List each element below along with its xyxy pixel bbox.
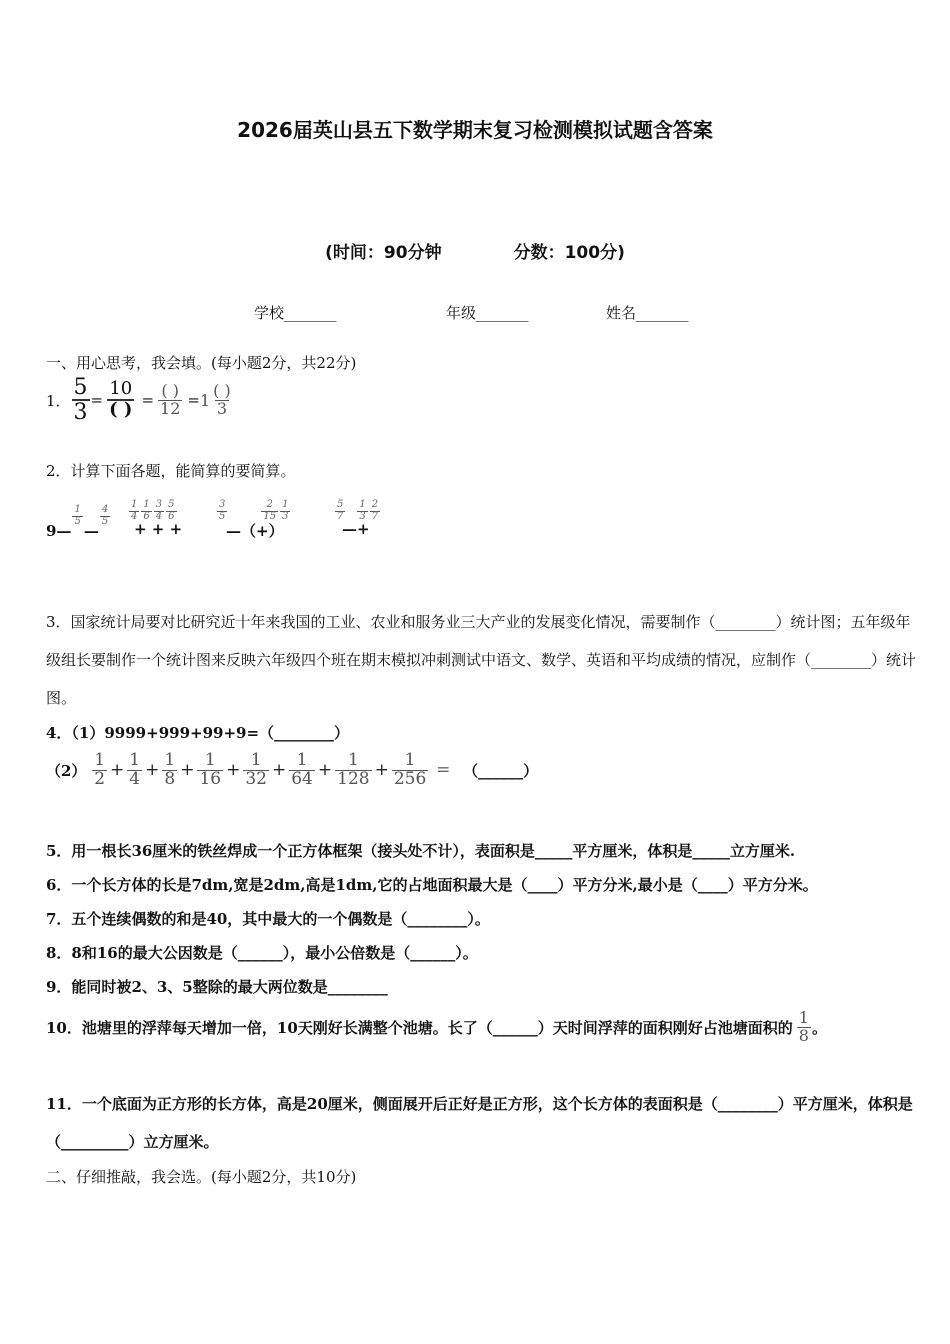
q2-expression-4: $\frac{5}{7}$ $\frac{1}{3}$ $\frac{2}{7}$ —+ [337, 499, 379, 538]
plus-sign: + [374, 760, 389, 781]
q1-fraction-2: $\frac{10}{( )}$ [109, 378, 133, 421]
question-4-part-2: （2） $\frac{1}{2}$ + $\frac{1}{4}$ + $\frac{1}{8}$ + $\frac{1}{16}$ + $\frac{1}{32}$ + $\frac{1}{64}$ + $\frac{1}{128}$ + $\frac{1}{256}$ = （______） [46, 750, 539, 789]
section2-header: 二、仔细推敲，我会选。(每小题2分，共10分) [46, 1168, 357, 1186]
q2-expression-1: 9— $\frac{1}{5}$ — $\frac{4}{5}$ [46, 504, 109, 540]
page-title: 2026届英山县五下数学期末复习检测模拟试题含答案 [237, 118, 713, 142]
plus-sign: + [226, 760, 241, 781]
q4-fraction [243, 752, 269, 789]
equals-sign: = [141, 391, 155, 410]
q4-fraction [392, 752, 428, 789]
q4-fraction [92, 752, 107, 789]
q4-fraction-numerator: 1 [404, 750, 416, 770]
q4-fraction-numerator: 1 [129, 750, 141, 770]
question-6: 6．一个长方体的长是7dm,宽是2dm,高是1dm,它的占地面积最大是（____）平方分米,最小是（____）平方分米。 [46, 876, 818, 894]
q4-fraction-numerator: 1 [164, 750, 176, 770]
q4-fraction [127, 752, 142, 789]
q1-whole-number: 1 [199, 390, 211, 410]
plus-sign: + [145, 760, 160, 781]
q4-fraction-denominator: 16 [199, 768, 222, 789]
q4-fraction-numerator: 1 [347, 750, 359, 770]
question-1 [46, 376, 234, 424]
question-11: 11．一个底面为正方形的长方体，高是20厘米，侧面展开后正好是正方形，这个长方体的表面积是（________）平方厘米，体积是（_________）立方厘米。 [46, 1095, 913, 1151]
question-4-part-1: 4．（1）9999+999+99+9=（________） [46, 724, 350, 742]
q4-fraction-denominator: 256 [393, 768, 427, 789]
plus-sign: + [271, 760, 287, 781]
question-2: 2．计算下面各题，能简算的要简算。 [46, 462, 296, 480]
plus-sign: + [180, 760, 195, 781]
section1-header: 一、用心思考，我会填。(每小题2分，共22分) [46, 354, 357, 372]
q1-fraction-1: $\frac{5}{3}$ [73, 375, 88, 426]
exam-info [0, 238, 950, 263]
q4-fraction-numerator: 1 [250, 750, 262, 770]
q10-fraction: $\frac{1}{8}$ [798, 1008, 809, 1045]
q2-expression-2: $\frac{1}{4}$ $\frac{1}{6}$ $\frac{3}{4}$ $\frac{5}{6}$ + + + [131, 499, 183, 538]
name-field[interactable]: 姓名_______ [606, 304, 689, 322]
question-7: 7．五个连续偶数的和是40，其中最大的一个偶数是（________）。 [46, 910, 490, 928]
q4-fraction-denominator: 4 [129, 768, 141, 789]
q4-fraction-denominator: 64 [291, 768, 313, 789]
q2-expression-3: $\frac{3}{5}$ $\frac{2}{15}$ $\frac{1}{3}$ —（+） [219, 499, 289, 540]
q4-fraction [197, 752, 223, 789]
question-3: 3．国家统计局要对比研究近十年来我国的工业、农业和服务业三大产业的发展变化情况，需要制作（________）统计图；五年级年级组长要制作一个统计图来反映六年级四个班在期末模拟冲刺测试中语文、数学、英语和平均成绩的情况，应制作（________）统计图。 [46, 613, 917, 707]
question-5: 5．用一根长36厘米的铁丝焊成一个正方体框架（接头处不计），表面积是_____平方厘米，体积是_____立方厘米. [46, 842, 796, 860]
question-9: 9．能同时被2、3、5整除的最大两位数是________ [46, 978, 388, 996]
q1-label: 1． [46, 391, 71, 410]
q4-fraction [335, 752, 371, 789]
exam-score: 分数：100分) [513, 243, 625, 263]
equals-sign: = [187, 391, 200, 410]
question-10: 10．池塘里的浮萍每天增加一倍，10天刚好长满整个池塘。长了（______）天时间浮萍的面积刚好占池塘面积的 $\frac{1}{8}$ 。 [46, 1008, 827, 1045]
q4-fraction [162, 752, 177, 789]
equals-sign: = [90, 391, 104, 410]
q4-fraction-numerator: 1 [204, 750, 216, 770]
q4-fraction-numerator: 1 [94, 750, 106, 770]
q4-fraction-numerator: 1 [296, 750, 308, 770]
q4-fraction [289, 752, 315, 789]
q4-fraction-denominator: 32 [245, 768, 267, 789]
q4-fraction-denominator: 2 [94, 768, 106, 789]
school-field[interactable]: 学校_______ [254, 304, 337, 322]
q4-fraction-denominator: 128 [337, 768, 370, 789]
q4-answer-blank[interactable]: （______） [463, 761, 539, 780]
q1-fraction-4: $\frac{( )}{3}$ [213, 380, 231, 418]
plus-sign: + [110, 760, 125, 781]
plus-sign: + [317, 760, 333, 781]
exam-time: (时间：90分钟 [325, 243, 442, 263]
question-8: 8．8和16的最大公因数是（______），最小公倍数是（______）。 [46, 944, 478, 962]
q1-fraction-3: $\frac{( )}{12}$ [160, 380, 181, 418]
q4-fraction-denominator: 8 [164, 768, 176, 789]
grade-field[interactable]: 年级_______ [446, 304, 529, 322]
